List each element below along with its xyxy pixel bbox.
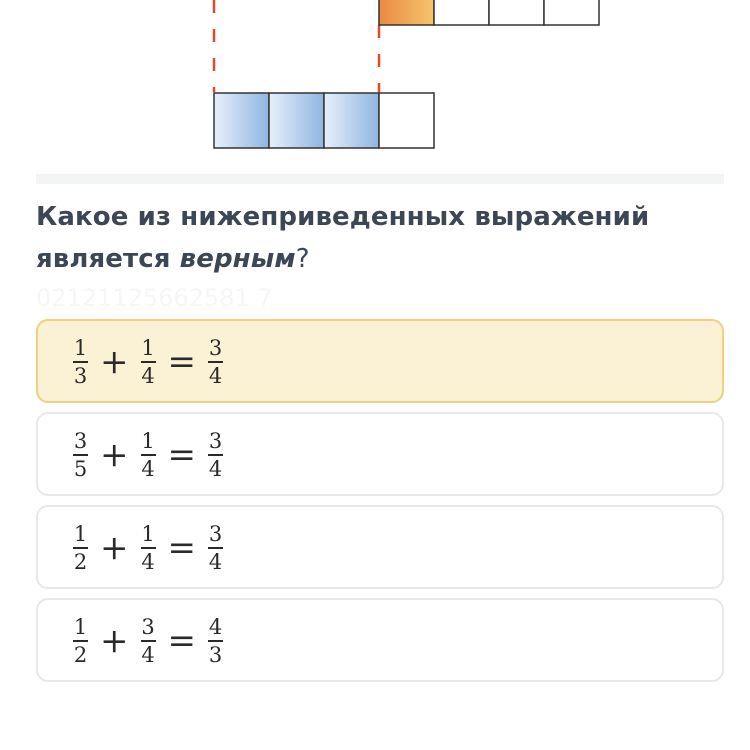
plus-sign: + <box>100 528 129 568</box>
fraction-result: $\frac{3}{4}$ <box>208 522 223 574</box>
fraction-a: $\frac{1}{2}$ <box>73 522 88 574</box>
bottom-cell-shaded <box>269 93 324 148</box>
top-cell <box>489 0 544 25</box>
fraction-b: $\frac{3}{4}$ <box>141 615 155 667</box>
expression <box>73 424 223 486</box>
answer-option-2[interactable] <box>36 412 724 496</box>
fraction-b: $\frac{1}{4}$ <box>141 522 155 574</box>
equals-sign: = <box>167 342 196 382</box>
fraction-result: $\frac{4}{3}$ <box>208 615 223 667</box>
section-divider <box>36 174 724 184</box>
answer-options <box>36 319 724 691</box>
plus-sign: + <box>100 435 129 475</box>
fraction-b: $\frac{1}{4}$ <box>141 429 155 481</box>
fraction-result: $\frac{3}{4}$ <box>208 336 223 388</box>
fraction-a: $\frac{1}{2}$ <box>73 615 88 667</box>
answer-option-3[interactable] <box>36 505 724 589</box>
expression <box>73 517 223 579</box>
top-cell <box>544 0 599 25</box>
bottom-cell <box>379 93 434 148</box>
top-cell <box>434 0 489 25</box>
bottom-fraction-strip <box>214 93 434 148</box>
expression <box>73 610 223 672</box>
top-cell-shaded <box>379 0 434 25</box>
question-emphasis: верным <box>179 244 296 274</box>
fraction-a: $\frac{3}{5}$ <box>73 429 88 481</box>
fraction-diagram <box>0 0 750 170</box>
answer-option-1[interactable] <box>36 319 724 403</box>
bottom-cell-shaded <box>214 93 269 148</box>
fraction-result: $\frac{3}{4}$ <box>208 429 223 481</box>
top-fraction-strip <box>379 0 599 25</box>
expression <box>73 331 223 393</box>
fraction-a: $\frac{1}{3}$ <box>73 336 88 388</box>
question-prefix: Какое из нижеприведенных выражений является <box>36 202 650 274</box>
fraction-b: $\frac{1}{4}$ <box>141 336 155 388</box>
plus-sign: + <box>100 621 129 661</box>
question-text <box>36 196 716 280</box>
equals-sign: = <box>167 435 196 475</box>
bottom-cell-shaded <box>324 93 379 148</box>
answer-option-4[interactable] <box>36 598 724 682</box>
equals-sign: = <box>167 621 196 661</box>
equals-sign: = <box>167 528 196 568</box>
task-id: 02121125662581 7 <box>36 284 273 312</box>
question-mark: ? <box>295 244 310 274</box>
plus-sign: + <box>100 342 129 382</box>
